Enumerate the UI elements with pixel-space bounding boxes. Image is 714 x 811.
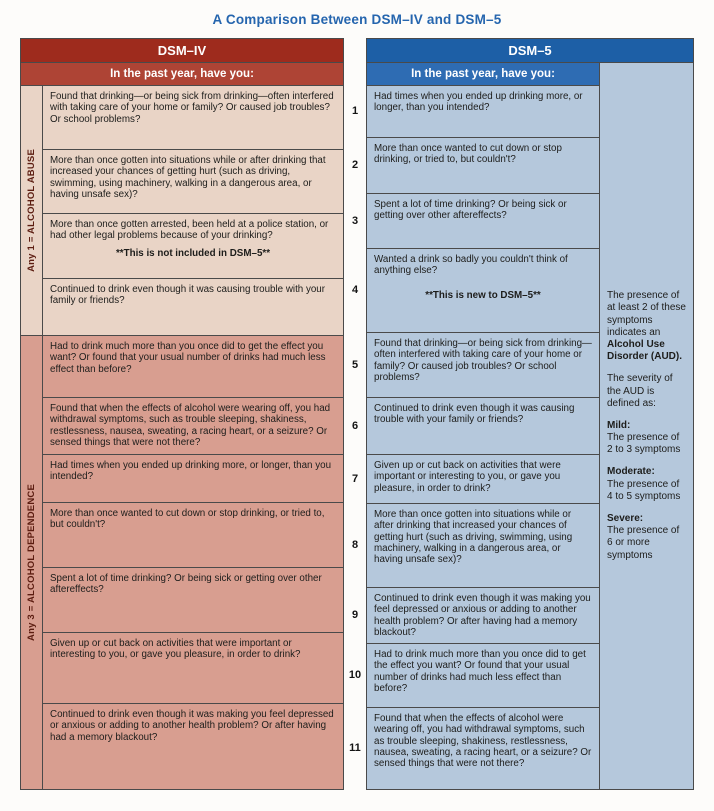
dsm4-item [43,502,343,567]
aud-intro-text: The presence of at least 2 of these symptoms indicates an [607,290,686,338]
row-number: 3 [351,214,359,227]
dsm5-item-text: Found that when the effects of alcohol were wearing off, you had withdrawal symptoms, such as trouble sleeping, shakiness, restlessness, nausea, sweating, a racing heart, or a seizure? Or sensed things that were not there? [374,713,592,770]
row-number: 11 [349,742,361,754]
dsm4-section-label-column [21,85,43,789]
dsm5-item-text: Wanted a drink so badly you couldn't think of anything else? [374,254,568,277]
number-column [344,38,366,790]
dsm4-item [43,567,343,632]
dsm5-item [367,332,599,397]
dsm5-panel [366,38,694,790]
dsm4-item [43,703,343,789]
dsm5-item-text: Had to drink much more than you once did to get the effect you want? Or found that your usual number of drinks had much less effect than before? [374,649,586,694]
dsm4-item [43,85,343,149]
row-number: 9 [351,609,359,621]
row-number: 7 [351,472,359,485]
dsm5-item [367,707,599,789]
aud-level-severe-name: Severe: [607,513,644,525]
dsm5-item [367,397,599,454]
row-number: 10 [348,669,362,681]
dsm5-item [367,85,599,137]
aud-level-mild [607,420,686,457]
aud-level-moderate-name: Moderate: [607,466,655,478]
row-number: 4 [351,284,359,296]
row-number: 6 [351,419,359,432]
dsm4-item [43,213,343,278]
aud-level-mild-desc: The presence of 2 to 3 symptoms [607,432,681,456]
aud-intro [607,290,686,363]
dsm5-item [367,137,599,193]
dsm5-item [367,643,599,707]
aud-level-severe-desc: The presence of 6 or more symptoms [607,525,680,561]
aud-level-mild-name: Mild: [607,419,631,431]
dsm5-item-text: Had times when you ended up drinking more, or longer, than you intended? [374,91,583,114]
dsm5-item [367,193,599,248]
dsm4-item [43,454,343,502]
dsm5-items-column [367,62,599,789]
dsm5-item-text: Given up or cut back on activities that were important or interesting to you, or gave you pleasure, in order to drink? [374,460,561,494]
dsm4-item [43,397,343,454]
dsm4-item-text: Found that drinking—or being sick from drinking—often interfered with taking care of your home or family? Or caused job troubles? Or school problems? [50,91,334,125]
dsm5-item-text: Continued to drink even though it was making you feel depressed or anxious or adding to another health problem? Or after having had a memory blackout? [374,593,591,638]
aud-level-moderate-desc: The presence of 4 to 5 symptoms [607,478,681,502]
dsm4-item [43,335,343,397]
aud-level-moderate [607,466,686,503]
dsm5-item-note: **This is new to DSM–5** [425,289,541,301]
dsm4-item-text: Had times when you ended up drinking more, or longer, than you intended? [50,460,332,483]
dsm5-item-text: More than once gotten into situations while or after drinking that increased your chances of getting hurt (such as driving, swimming, using machinery, walking in a dangerous area, or having unsafe sex)? [374,509,573,566]
dsm4-item-text: More than once wanted to cut down or stop drinking, or tried to, but couldn't? [50,508,325,531]
aud-intro-bold: Alcohol Use Disorder (AUD). [607,338,683,363]
row-number: 8 [351,539,359,551]
dsm4-item-text: More than once gotten arrested, been held at a police station, or had other legal problems because of your drinking? [50,219,329,242]
dsm5-item-text: More than once wanted to cut down or stop drinking, or tried to, but couldn't? [374,143,562,166]
dsm4-item-text: Spent a lot of time drinking? Or being sick or getting over other aftereffects? [50,573,322,596]
aud-sidebar [599,62,693,789]
dsm4-subheader: In the past year, have you: [21,62,343,85]
dsm5-header: DSM–5 [367,39,693,62]
dsm5-item [367,587,599,643]
row-number: 2 [351,159,359,171]
page-title: A Comparison Between DSM–IV and DSM–5 [212,12,502,27]
dependence-section-label-text: Any 3 = ALCOHOL DEPENDENCE [26,484,37,641]
row-number: 1 [351,105,359,117]
dsm4-item-text: Found that when the effects of alcohol were wearing off, you had withdrawal symptoms, such as trouble sleeping, shakiness, restlessness, nausea, sweating, a racing heart, or a seizure? Or sensed things that were not there? [50,403,331,448]
dsm4-items-column [43,85,343,789]
dependence-section-label [21,335,43,789]
dsm5-item [367,454,599,503]
comparison-table [20,38,694,790]
dsm5-item [367,248,599,332]
dsm5-subheader: In the past year, have you: [367,62,599,85]
dsm4-item-text: Continued to drink even though it was making you feel depressed or anxious or adding to another health problem? Or after having had a memory blackout? [50,709,334,743]
dsm4-item-text: Given up or cut back on activities that were important or interesting to you, or gave you pleasure, in order to drink? [50,638,301,661]
abuse-section-label-text: Any 1 = ALCOHOL ABUSE [26,149,37,272]
dsm4-item-note: **This is not included in DSM–5** [115,247,271,259]
dsm5-item [367,503,599,587]
dsm5-item-text: Found that drinking—or being sick from drinking—often interfered with taking care of your home or family? Or caused job troubles? Or school problems? [374,338,592,383]
dsm4-panel [20,38,344,790]
dsm4-item-text: Continued to drink even though it was causing trouble with your family or friends? [50,284,326,307]
row-number: 5 [351,358,359,371]
dsm4-header: DSM–IV [21,39,343,62]
dsm4-item [43,632,343,703]
abuse-section-label [21,85,43,335]
dsm4-item [43,149,343,213]
aud-level-severe [607,513,686,562]
dsm5-item-text: Continued to drink even though it was causing trouble with your family or friends? [374,403,575,426]
dsm4-item-text: More than once gotten into situations while or after drinking that increased your chances of getting hurt (such as driving, swimming, using machinery, walking in a dangerous area, or having unsafe sex)? [50,155,326,200]
dsm4-item-text: Had to drink much more than you once did to get the effect you want? Or found that your usual number of drinks had much less effect than before? [50,341,326,375]
aud-severity-line: The severity of the AUD is defined as: [607,373,673,409]
dsm5-item-text: Spent a lot of time drinking? Or being sick or getting over other aftereffects? [374,199,567,222]
dsm4-item [43,278,343,335]
